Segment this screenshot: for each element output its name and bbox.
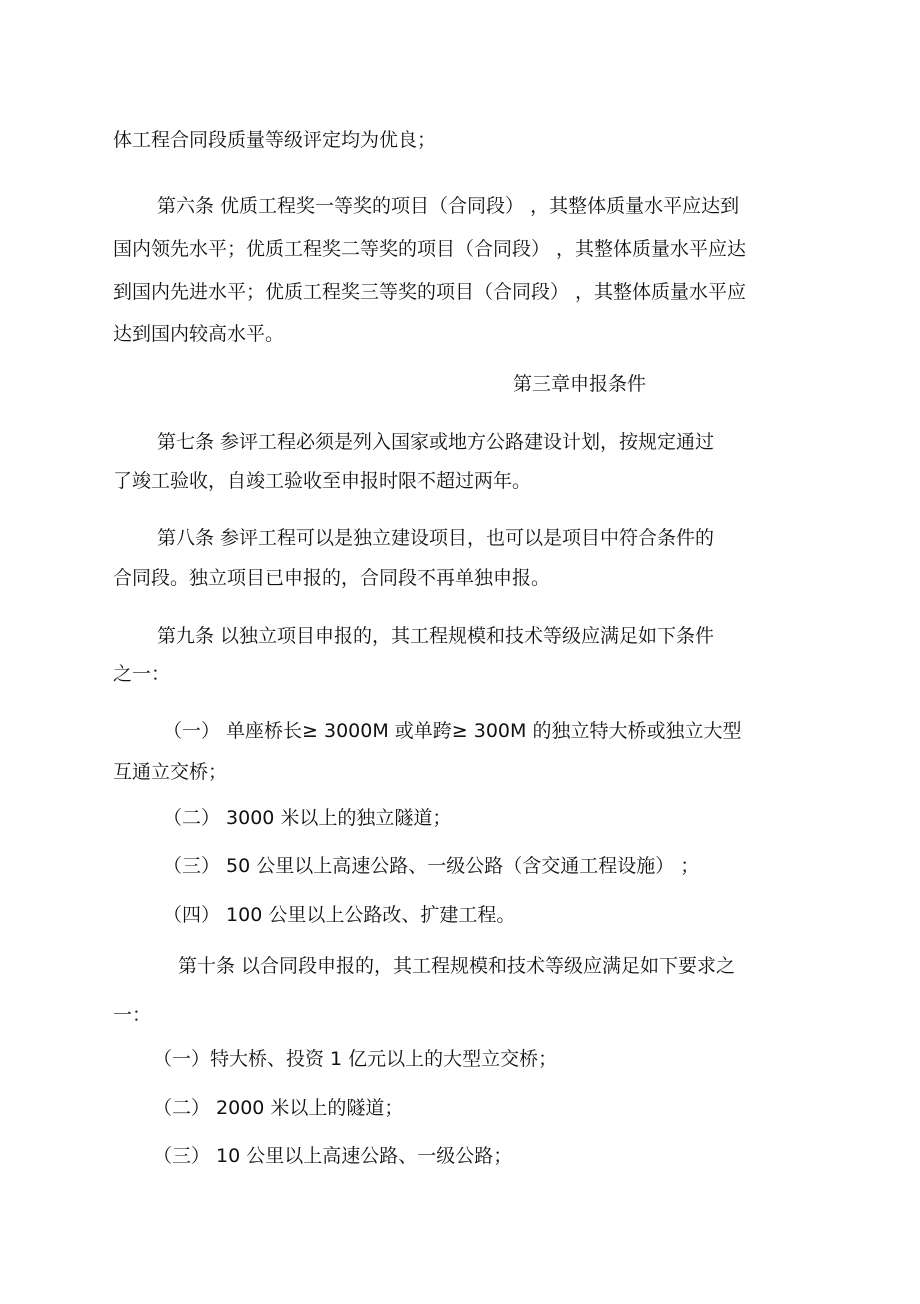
text-line: （一） 单座桥长≥ 3000M 或单跨≥ 300M 的独立特大桥或独立大型 (163, 720, 742, 742)
text-line: （四） 100 公里以上公路改、扩建工程。 (163, 904, 516, 926)
text-line: （一）特大桥、投资 1 亿元以上的大型立交桥； (153, 1048, 558, 1070)
text-line: 之一： (113, 663, 171, 685)
text-line: 体工程合同段质量等级评定均为优良； (113, 129, 437, 151)
text-line: （三） 10 公里以上高速公路、一级公路； (153, 1145, 513, 1167)
text-line: 第八条 参评工程可以是独立建设项目，也可以是项目中符合条件的 (157, 527, 715, 549)
text-line: 第十条 以合同段申报的，其工程规模和技术等级应满足如下要求之 (178, 955, 736, 977)
text-line: 合同段。独立项目已申报的，合同段不再单独申报。 (113, 567, 551, 589)
text-line: 国内领先水平；优质工程奖二等奖的项目（合同段） ，其整体质量水平应达 (113, 238, 747, 260)
text-line: 达到国内较高水平。 (113, 323, 285, 345)
text-line: （二） 2000 米以上的隧道； (153, 1097, 404, 1119)
text-line: （二） 3000 米以上的独立隧道； (163, 807, 452, 829)
text-line: 第七条 参评工程必须是列入国家或地方公路建设计划，按规定通过 (157, 431, 715, 453)
text-line: 第九条 以独立项目申报的，其工程规模和技术等级应满足如下条件 (157, 625, 715, 647)
text-line: 了竣工验收，自竣工验收至申报时限不超过两年。 (113, 470, 532, 492)
chapter-heading: 第三章申报条件 (513, 373, 647, 395)
text-line: 到国内先进水平；优质工程奖三等奖的项目（合同段） ，其整体质量水平应 (113, 281, 747, 303)
text-line: 一： (113, 1004, 152, 1026)
text-line: 第六条 优质工程奖一等奖的项目（合同段） ，其整体质量水平应达到 (157, 195, 740, 217)
text-line: 互通立交桥； (113, 761, 228, 783)
text-line: （三） 50 公里以上高速公路、一级公路（含交通工程设施） ； (163, 855, 700, 877)
